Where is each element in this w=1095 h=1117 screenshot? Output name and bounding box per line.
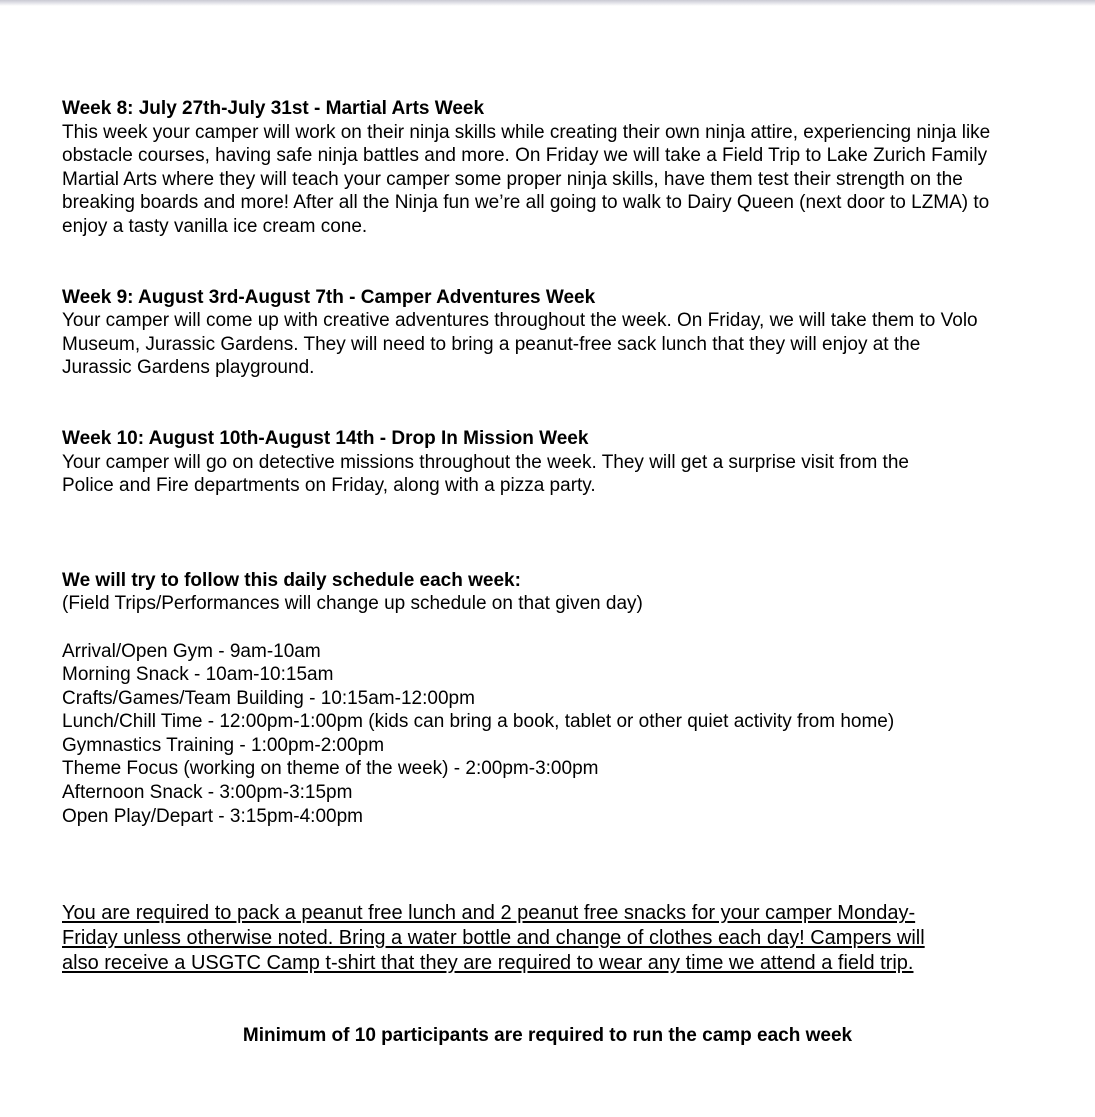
schedule-item: Morning Snack - 10am-10:15am [62, 664, 334, 686]
week-8-section [62, 97, 1062, 239]
minimum-participants-note: Minimum of 10 participants are required to run the camp each week [242, 1025, 853, 1046]
schedule-note: (Field Trips/Performances will change up schedule on that given day) [62, 593, 643, 615]
week-8-line: Martial Arts where they will teach your camper some proper ninja skills, have them test their strength on the [62, 168, 963, 190]
week-8-line: This week your camper will work on their ninja skills while creating their own ninja attire, experiencing ninja like [62, 121, 991, 143]
week-9-line: Museum, Jurassic Gardens. They will need to bring a peanut-free sack lunch that they will enjoy at the [62, 333, 921, 355]
schedule-item: Theme Focus (working on theme of the week) - 2:00pm-3:00pm [62, 758, 599, 780]
requirements-line: Friday unless otherwise noted. Bring a water bottle and change of clothes each day! Campers will [62, 927, 925, 949]
week-8-line: enjoy a tasty vanilla ice cream cone. [62, 215, 368, 237]
requirements-line: also receive a USGTC Camp t-shirt that they are required to wear any time we attend a field trip. [62, 952, 914, 974]
week-9-line: Jurassic Gardens playground. [62, 357, 315, 379]
schedule-heading: We will try to follow this daily schedule each week: [62, 569, 521, 591]
document-page [62, 97, 1062, 828]
week-8-description [62, 121, 1062, 239]
week-9-line: Your camper will come up with creative adventures throughout the week. On Friday, we will take them to Volo [62, 310, 978, 332]
week-10-section [62, 427, 1062, 498]
week-10-description [62, 451, 1062, 498]
week-10-line: Your camper will go on detective missions throughout the week. They will get a surprise visit from the [62, 451, 909, 473]
schedule-list [62, 640, 1062, 829]
week-8-line: obstacle courses, having safe ninja battles and more. On Friday we will take a Field Trip to Lake Zurich Family [62, 145, 988, 167]
schedule-item: Crafts/Games/Team Building - 10:15am-12:00pm [62, 687, 475, 709]
week-10-heading: Week 10: August 10th-August 14th - Drop In Mission Week [62, 427, 589, 449]
week-8-heading: Week 8: July 27th-July 31st - Martial Arts Week [62, 98, 485, 119]
requirements-line: You are required to pack a peanut free lunch and 2 peanut free snacks for your camper Monday- [62, 902, 916, 924]
schedule-item: Lunch/Chill Time - 12:00pm-1:00pm (kids can bring a book, tablet or other quiet activity from home) [62, 711, 895, 733]
schedule-item: Open Play/Depart - 3:15pm-4:00pm [62, 805, 363, 827]
schedule-item: Arrival/Open Gym - 9am-10am [62, 640, 321, 662]
week-10-line: Police and Fire departments on Friday, along with a pizza party. [62, 475, 596, 497]
schedule-item: Afternoon Snack - 3:00pm-3:15pm [62, 782, 353, 804]
week-8-line: breaking boards and more! After all the Ninja fun we’re all going to walk to Dairy Queen (next door to LZMA) to [62, 192, 990, 214]
schedule-item: Gymnastics Training - 1:00pm-2:00pm [62, 734, 385, 756]
daily-schedule-section [62, 569, 1062, 829]
page-top-edge [0, 0, 1095, 6]
week-9-description [62, 309, 1062, 380]
requirements-notice [62, 901, 1052, 976]
week-9-heading: Week 9: August 3rd-August 7th - Camper Adventures Week [62, 286, 596, 308]
week-9-section [62, 286, 1062, 380]
